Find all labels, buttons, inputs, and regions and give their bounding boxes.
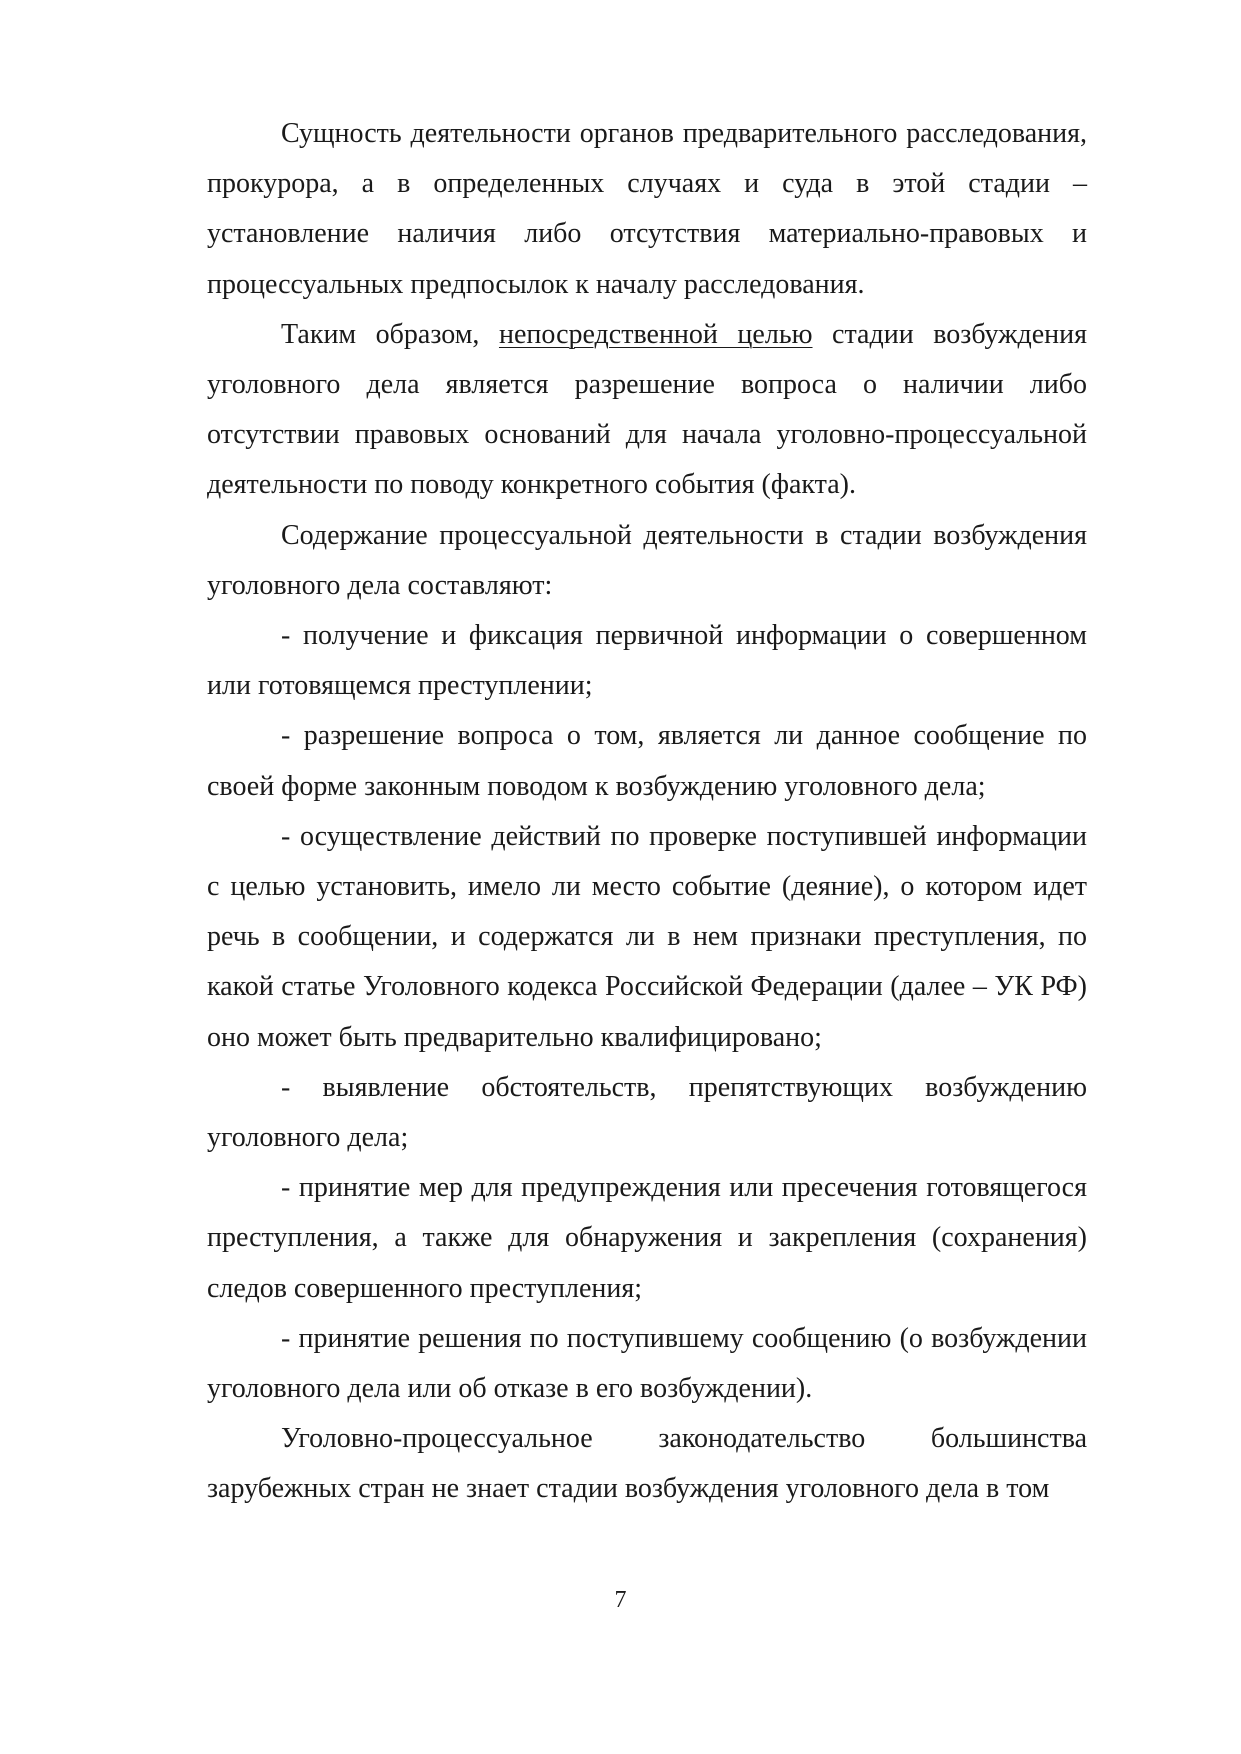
paragraph-goal-lead: Таким образом, — [281, 318, 499, 350]
body-text — [207, 109, 1087, 1515]
page-number: 7 — [614, 1587, 627, 1613]
list-item: - получение и фиксация первичной информации о совершенном или готовящемся преступлении; — [207, 620, 1087, 702]
paragraph-foreign-law: Уголовно-процессуальное законодательство большинства зарубежных стран не знает стадии возбуждения уголовного дела в том — [207, 1423, 1087, 1505]
list-item: - разрешение вопроса о том, является ли данное сообщение по своей форме законным поводом к возбуждению уголовного дела; — [207, 720, 1087, 802]
paragraph-goal — [207, 310, 1087, 511]
list-item: - осуществление действий по проверке поступившей информации с целью установить, имело ли место событие (деяние), о котором идет речь в сообщении, и содержатся ли в нем признаки преступления, по какой статье Уголовного кодекса Российской Федерации (далее – УК РФ) оно может быть предварительно квалифицировано; — [207, 820, 1087, 1053]
paragraph-essence: Сущность деятельности органов предварительного расследования, прокурора, а в определенных случаях и суда в этой стадии – установление наличия либо отсутствия материально-правовых и процессуальных предпосылок к началу расследования. — [207, 118, 1087, 300]
underlined-term: непосредственной целью — [498, 318, 813, 350]
list-item: - принятие решения по поступившему сообщению (о возбуждении уголовного дела или об отказе в его возбуждении). — [207, 1322, 1087, 1405]
list-item: - выявление обстоятельств, препятствующих возбуждению уголовного дела; — [207, 1071, 1087, 1154]
list-item: - принятие мер для предупреждения или пресечения готовящегося преступления, а также для обнаружения и закрепления (сохранения) следов совершенного преступления; — [207, 1172, 1087, 1304]
paragraph-content-intro: Содержание процессуальной деятельности в стадии возбуждения уголовного дела составляют: — [207, 519, 1087, 601]
paragraph-goal-rest: стадии возбуждения уголовного дела является разрешение вопроса о наличии либо отсутствии правовых оснований для начала уголовно-процессуальной деятельности по поводу конкретного события (факта). — [207, 318, 1088, 501]
